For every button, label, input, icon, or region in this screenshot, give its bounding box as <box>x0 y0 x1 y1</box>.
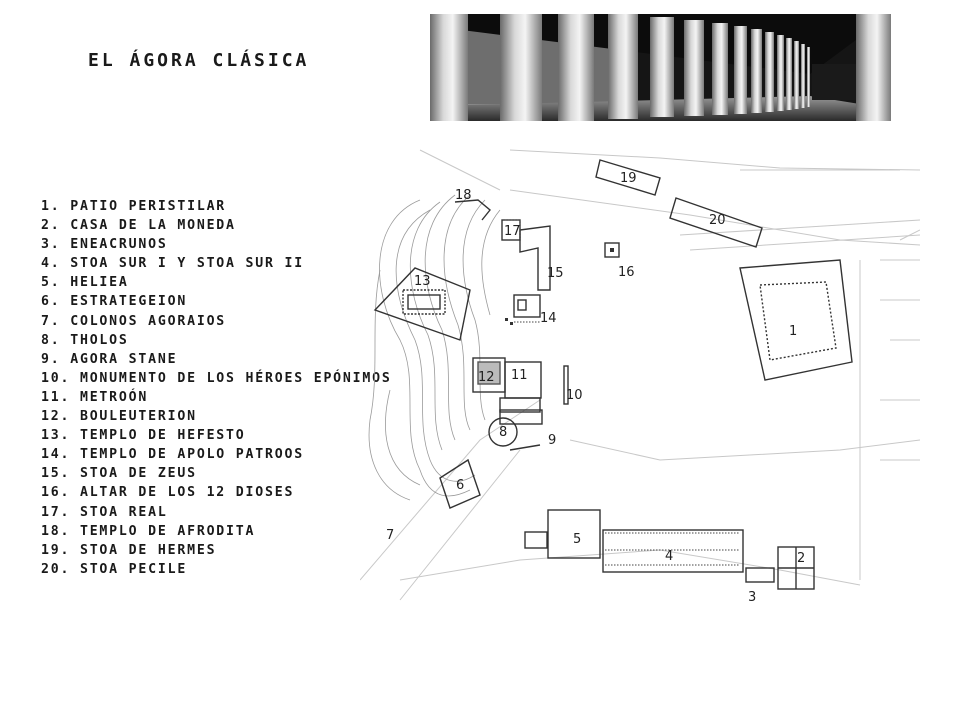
legend-list <box>41 197 395 579</box>
map-label-13: 13 <box>414 274 431 289</box>
map-label-7: 7 <box>386 528 395 543</box>
map-label-2: 2 <box>797 551 806 566</box>
stoa-colonnade-photo <box>430 14 891 121</box>
legend-item: 2. CASA DE LA MONEDA <box>41 218 236 234</box>
map-label-6: 6 <box>456 478 465 493</box>
map-label-19: 19 <box>620 171 637 186</box>
map-label-15: 15 <box>547 266 564 281</box>
map-label-14: 14 <box>540 311 557 326</box>
map-label-18: 18 <box>455 188 472 203</box>
agora-site-plan <box>360 140 920 610</box>
legend-item: 19. STOA DE HERMES <box>41 542 217 558</box>
legend-item: 8. THOLOS <box>41 332 129 348</box>
legend-item: 10. MONUMENTO DE LOS HÉROES EPÓNIMOS <box>41 370 392 386</box>
legend-item: 18. TEMPLO DE AFRODITA <box>41 523 256 539</box>
map-label-17: 17 <box>504 224 521 239</box>
map-label-5: 5 <box>573 532 582 547</box>
map-label-1: 1 <box>789 324 798 339</box>
legend-item: 17. STOA REAL <box>41 504 168 520</box>
map-label-16: 16 <box>618 265 635 280</box>
legend-item: 7. COLONOS AGORAIOS <box>41 313 227 329</box>
legend-item: 20. STOA PECILE <box>41 561 188 577</box>
legend-item: 1. PATIO PERISTILAR <box>41 199 227 214</box>
legend-item: 11. METROÓN <box>41 389 149 405</box>
map-label-12: 12 <box>478 370 495 385</box>
legend-item: 14. TEMPLO DE APOLO PATROOS <box>41 447 304 463</box>
legend-item: 16. ALTAR DE LOS 12 DIOSES <box>41 485 295 501</box>
map-label-10: 10 <box>566 388 583 403</box>
legend-item: 15. STOA DE ZEUS <box>41 466 197 482</box>
map-label-9: 9 <box>548 433 557 448</box>
map-label-11: 11 <box>511 368 528 383</box>
map-label-20: 20 <box>709 213 726 228</box>
map-label-4: 4 <box>665 549 674 564</box>
map-label-3: 3 <box>748 590 757 605</box>
page-title: EL ÁGORA CLÁSICA <box>88 50 310 71</box>
legend-item: 3. ENEACRUNOS <box>41 237 168 253</box>
map-label-8: 8 <box>499 425 508 440</box>
legend-item: 13. TEMPLO DE HEFESTO <box>41 428 246 444</box>
legend-item: 9. AGORA STANE <box>41 351 178 367</box>
legend-item: 6. ESTRATEGEION <box>41 294 188 310</box>
legend-item: 12. BOULEUTERION <box>41 409 197 425</box>
legend-item: 4. STOA SUR I Y STOA SUR II <box>41 256 304 272</box>
legend-item: 5. HELIEA <box>41 275 129 291</box>
